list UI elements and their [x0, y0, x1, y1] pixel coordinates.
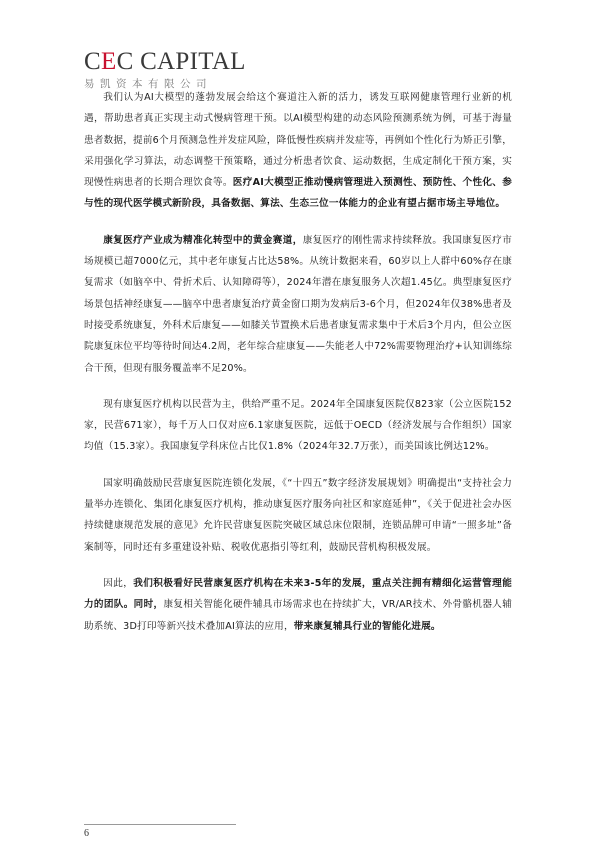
document-body	[84, 87, 512, 637]
paragraph-text: 国家明确鼓励民营康复医院连锁化发展，《“十四五”数字经济发展规划》明确提出“支持社会力量举办连锁化、集团化康复医疗机构，推动康复医疗服务向社区和家庭延伸”，《关于促进社会办医持续健康规范发展的意见》允许民营康复医院突破区域总床位限制，连锁品牌可申请“一照多址”备案制等，同时还有多重建设补贴、税收优惠指引等红利，鼓励民营机构积极发展。	[84, 477, 512, 553]
paragraph-bold-conclusion: 医疗AI大模型正推动慢病管理进入预测性、预防性、个性化、参与性的现代医学模式新阶段，具备数据、算法、生态三位一体能力的企业有望占据市场主导地位。	[84, 177, 513, 210]
paragraph-ai-chronic-disease	[84, 87, 512, 215]
footer-divider	[84, 824, 236, 825]
paragraph-bold-lead: 康复医疗产业成为精准化转型中的黄金赛道，	[103, 234, 303, 246]
paragraph-text: 我们认为AI大模型的蓬勃发展会给这个赛道注入新的活力，诱发互联网健康管理行业新的机遇，帮助患者真正实现主动式慢病管理干预。以AI模型构建的动态风险预测系统为例，可基于海量患者数据，提前6个月预测急性并发症风险，降低慢性疾病并发症等，再例如个性化行为矫正引擎，采用强化学习算法，动态调整干预策略，通过分析患者饮食、运动数据，生成定制化干预方案，实现慢性病患者的长期合理饮食等。	[84, 92, 512, 189]
page-number: 6	[84, 828, 89, 839]
paragraph-rehab-market	[84, 230, 512, 379]
paragraph-bold-outlook: 我们积极看好民营康复医疗机构在未来3-5年的发展，重点关注拥有精细化运营管理能力的团队。同时，	[84, 577, 512, 611]
paragraph-text: 康复医疗的刚性需求持续释放。我国康复医疗市场规模已超7000亿元，其中老年康复占比达58%。从统计数据来看，60岁以上人群中60%存在康复需求（如脑卒中、骨折术后、认知障碍等），2024年潜在康复服务人次超1.45亿。典型康复医疗场景包括神经康复——脑卒中患者康复治疗黄金窗口期为发病后3-6个月，但2024年仅38%患者及时接受系统康复，外科术后康复——如膝关节置换术后患者康复需求集中于术后3个月内，但公立医院康复床位平均等待时间达4.2周，老年综合症康复——失能老人中72%需要物理治疗+认知训练综合干预，但现有服务覆盖率不足20%。	[84, 234, 513, 374]
logo-chinese-name: 易凯资本有限公司	[84, 78, 212, 90]
paragraph-bold-closing: 带来康复辅具行业的智能化进展。	[293, 620, 441, 632]
logo-wordmark-rest: C CAPITAL	[116, 48, 246, 75]
paragraph-text-lead: 因此，	[103, 577, 134, 589]
logo-wordmark	[84, 50, 244, 74]
logo-letter-c: C	[84, 48, 101, 75]
paragraph-policy-support	[84, 473, 512, 558]
paragraph-text-tech: 康复相关智能化硬件辅具市场需求也在持续扩大，VR/AR技术、外骨骼机器人辅助系统、3D打印等新兴技术叠加AI算法的应用，	[84, 599, 512, 632]
logo-accent-letter: E	[100, 48, 117, 75]
paragraph-text: 现有康复医疗机构以民营为主，供给严重不足。2024年全国康复医院仅823家（公立医院152家，民营671家），每千万人口仅对应6.1家康复医院，远低于OECD（经济发展与合作组织）国家均值（15.3家）。我国康复学科床位占比仅1.8%（2024年32.7万张），而美国该比例达12%。	[84, 398, 512, 453]
company-logo	[84, 50, 244, 91]
paragraph-rehab-supply	[84, 394, 512, 458]
paragraph-conclusion	[84, 573, 512, 637]
